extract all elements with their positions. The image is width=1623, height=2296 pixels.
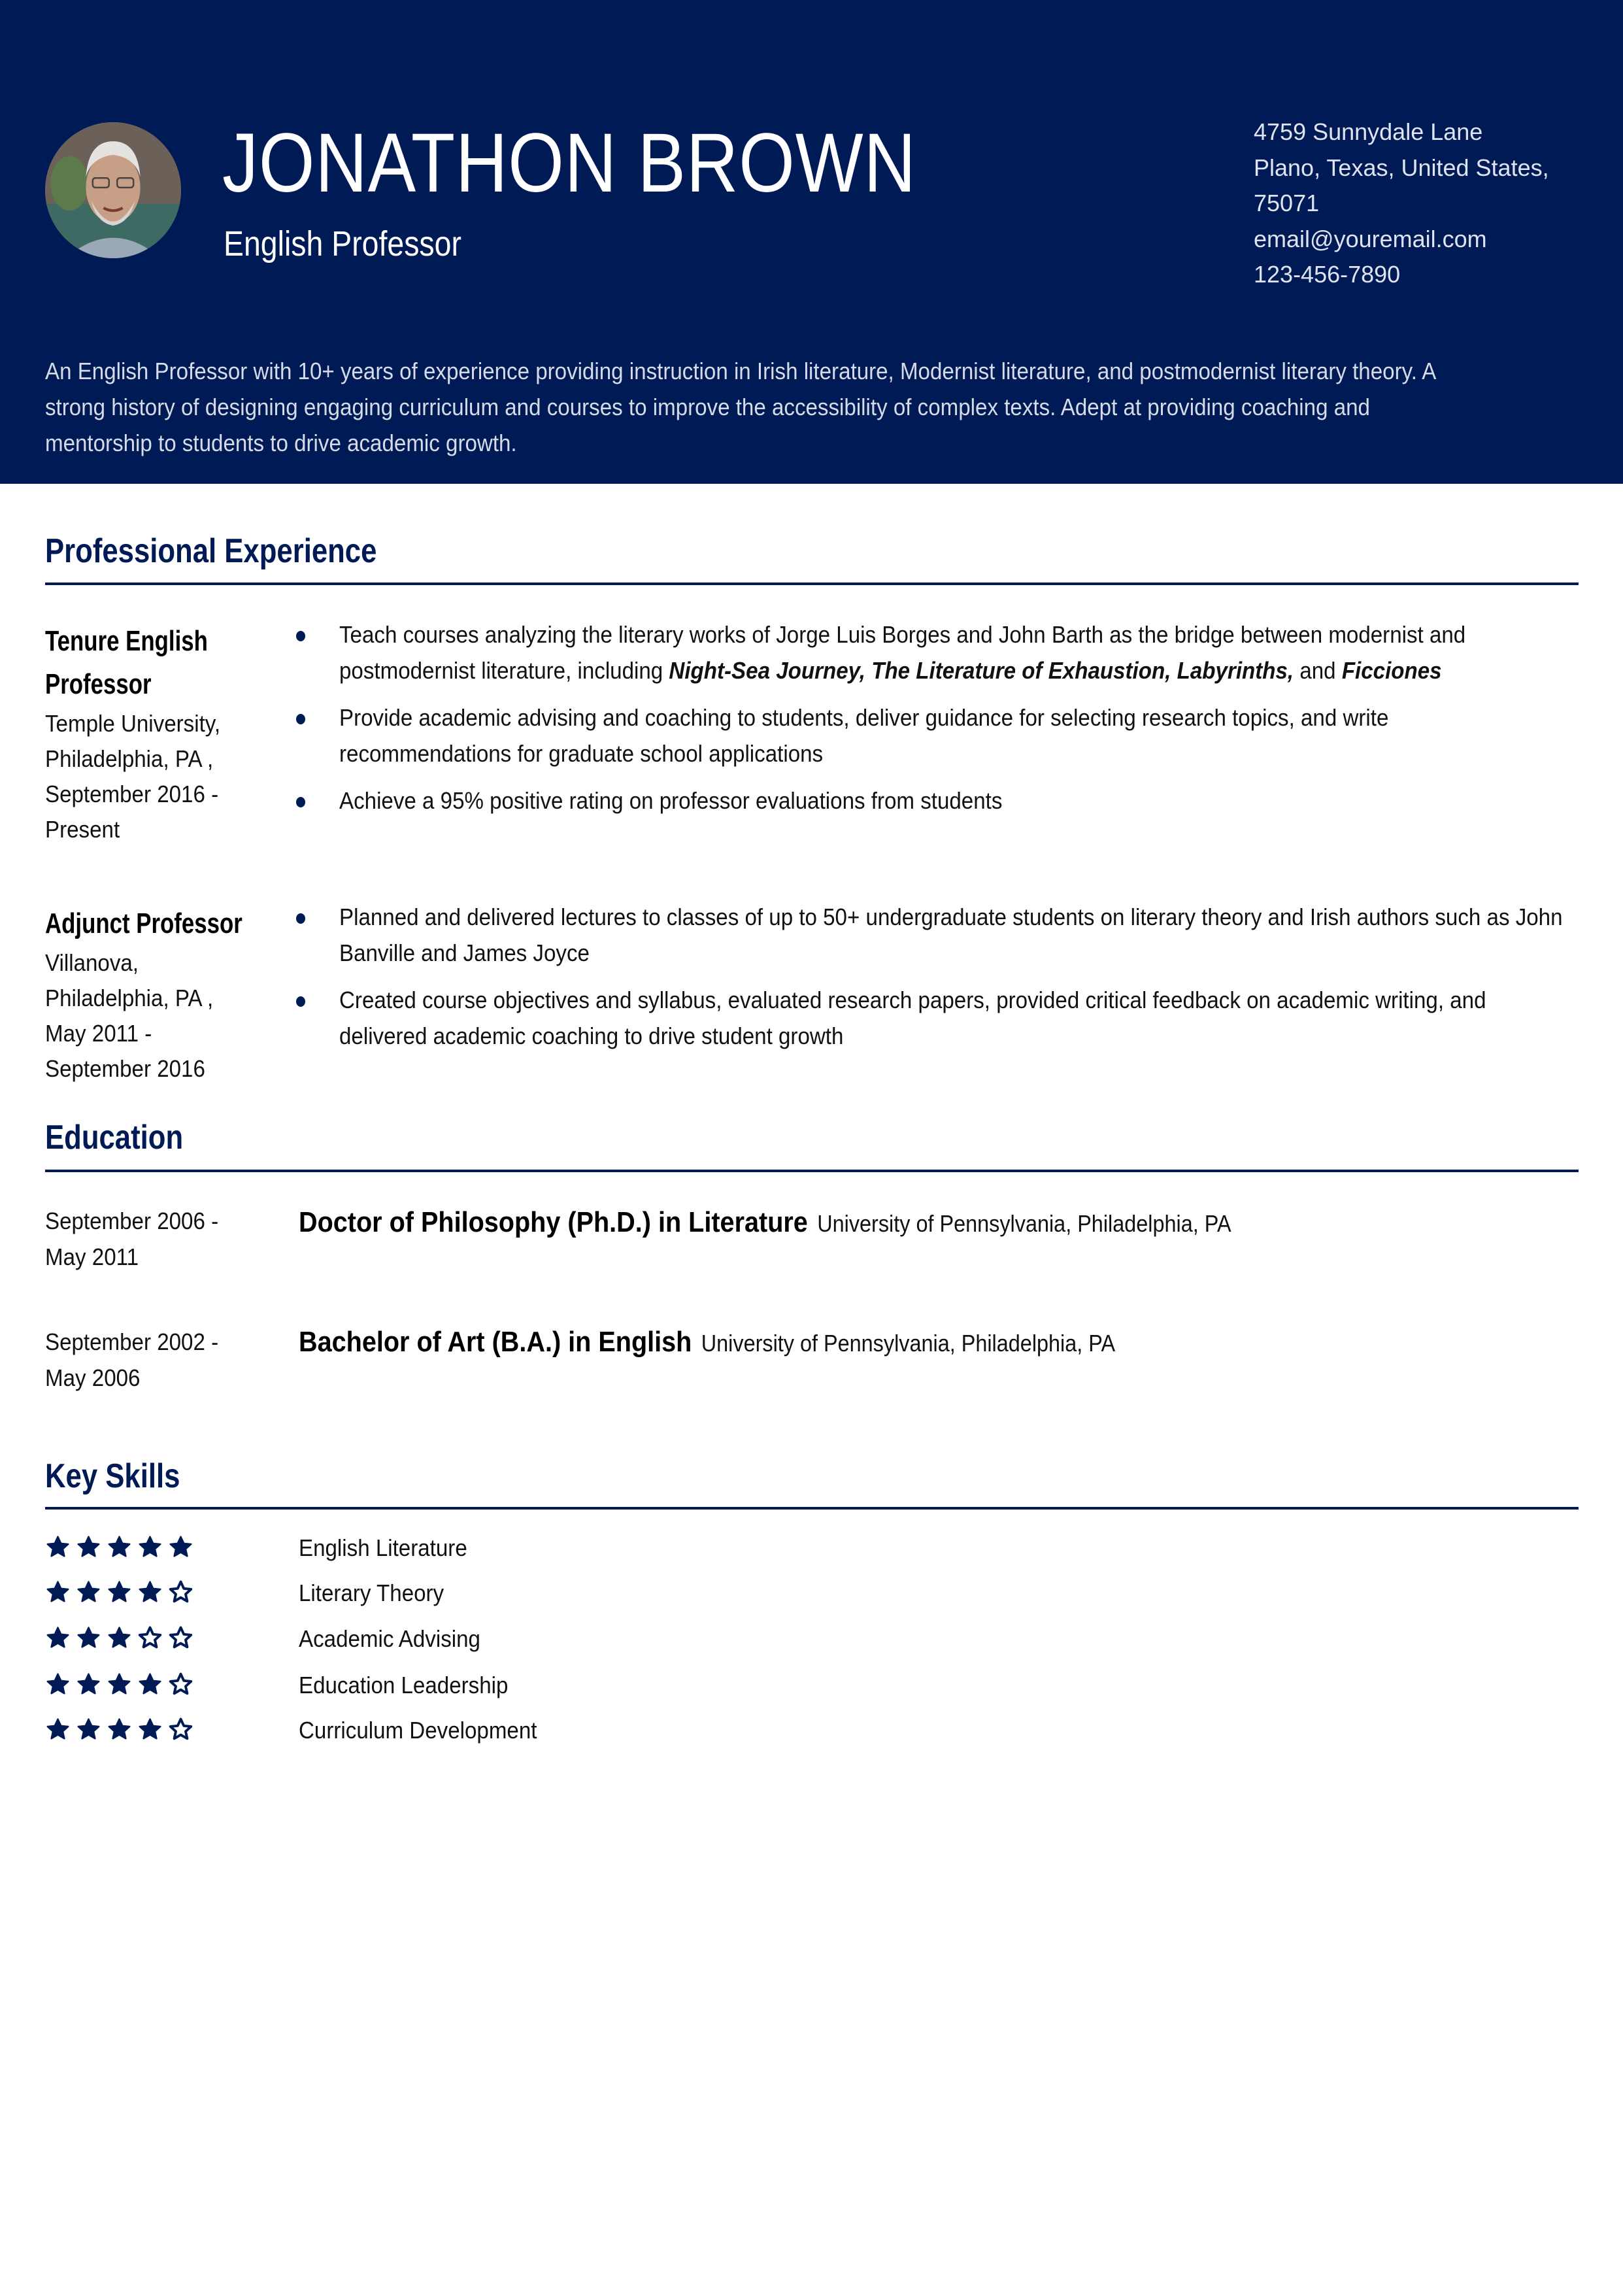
- skill-name: Academic Advising: [299, 1625, 480, 1652]
- school: University of Pennsylvania, Philadelphia, PA: [701, 1330, 1116, 1357]
- job-bullets-2: [294, 899, 1569, 1065]
- candidate-title: English Professor: [224, 224, 461, 263]
- bullet-icon: [296, 714, 305, 724]
- skill-name: Literary Theory: [299, 1579, 444, 1606]
- job-role: Adjunct Professor: [45, 907, 243, 939]
- job-dates: Present: [45, 816, 120, 843]
- star-outline-icon: [168, 1672, 193, 1697]
- star-filled-icon: [137, 1534, 163, 1560]
- phone[interactable]: 123-456-7890: [1254, 261, 1401, 288]
- skill-row: [45, 1579, 699, 1612]
- bullet-text: Provide academic advising and coaching to students, deliver guidance for selecting research topics, and write recommendations for graduate school applications: [339, 704, 1389, 767]
- job-meta-2: [45, 902, 244, 1087]
- edu-date-start: September 2002 -: [45, 1328, 219, 1355]
- section-divider: [45, 1170, 1579, 1172]
- edu-date-start: September 2006 -: [45, 1207, 219, 1234]
- job-dates: September 2016: [45, 1055, 205, 1082]
- star-filled-icon: [45, 1579, 71, 1605]
- skill-row: [45, 1625, 699, 1658]
- star-filled-icon: [76, 1625, 101, 1651]
- star-filled-icon: [107, 1625, 132, 1651]
- job-dates: May 2011 -: [45, 1020, 152, 1047]
- education-dates-2: [45, 1324, 218, 1396]
- address-line-1: 4759 Sunnydale Lane: [1254, 118, 1483, 145]
- star-filled-icon: [107, 1579, 132, 1605]
- star-outline-icon: [168, 1625, 193, 1651]
- bullet-icon: [296, 996, 305, 1007]
- star-filled-icon: [45, 1717, 71, 1742]
- job-dates: September 2016 -: [45, 781, 219, 807]
- education-dates-1: [45, 1203, 218, 1275]
- list-item: [294, 700, 1569, 771]
- star-filled-icon: [168, 1534, 193, 1560]
- star-filled-icon: [45, 1625, 71, 1651]
- star-filled-icon: [76, 1717, 101, 1742]
- avatar: [45, 122, 181, 258]
- bullet-text: Teach courses analyzing the literary works of Jorge Luis Borges and John Barth as the bridge between modernist and postmodernist literature, including: [339, 621, 1466, 684]
- book-titles: Night-Sea Journey, The Literature of Exhaustion, Labyrinths,: [669, 657, 1294, 684]
- edu-date-end: May 2011: [45, 1243, 139, 1270]
- star-filled-icon: [107, 1717, 132, 1742]
- skill-rating: [45, 1672, 193, 1697]
- professional-summary: An English Professor with 10+ years of experience providing instruction in Irish literature, Modernist literature, and postmodernist literary theory. A strong history of designing engaging curriculum and courses to improve the accessibility of complex texts. Adept at providing coaching and mentorship to students to drive academic growth.: [45, 358, 1435, 456]
- skill-row: [45, 1717, 699, 1749]
- list-item: [294, 616, 1569, 688]
- degree: Bachelor of Art (B.A.) in English: [299, 1326, 692, 1358]
- bullet-icon: [296, 913, 305, 924]
- skill-row: [45, 1672, 699, 1704]
- skill-name: Curriculum Development: [299, 1717, 537, 1744]
- skill-rating: [45, 1625, 193, 1651]
- job-role: Professor: [45, 668, 152, 700]
- school: University of Pennsylvania, Philadelphia, PA: [817, 1210, 1231, 1237]
- degree: Doctor of Philosophy (Ph.D.) in Literature: [299, 1206, 808, 1238]
- star-filled-icon: [137, 1672, 163, 1697]
- job-org: Temple University,: [45, 710, 221, 737]
- skill-rating: [45, 1534, 193, 1560]
- edu-date-end: May 2006: [45, 1364, 141, 1391]
- star-outline-icon: [168, 1717, 193, 1742]
- section-title-experience: Professional Experience: [45, 532, 377, 570]
- star-filled-icon: [45, 1672, 71, 1697]
- skill-row: [45, 1534, 699, 1567]
- email[interactable]: email@youremail.com: [1254, 225, 1487, 252]
- skill-name: Education Leadership: [299, 1672, 509, 1698]
- profile-photo-icon: [45, 122, 181, 258]
- job-role: Tenure English: [45, 625, 208, 657]
- candidate-name: JONATHON BROWN: [222, 116, 916, 210]
- section-title-education: Education: [45, 1119, 184, 1156]
- education-entry-1: [299, 1206, 1231, 1239]
- job-location: Philadelphia, PA ,: [45, 985, 214, 1011]
- job-bullets-1: [294, 616, 1569, 830]
- bullet-text: and: [1294, 657, 1342, 684]
- bullet-icon: [296, 631, 305, 641]
- list-item: [294, 899, 1569, 971]
- star-outline-icon: [137, 1625, 163, 1651]
- star-filled-icon: [45, 1534, 71, 1560]
- resume-header: [0, 0, 1623, 484]
- star-outline-icon: [168, 1579, 193, 1605]
- bullet-text: Planned and delivered lectures to classes of up to 50+ undergraduate students on literary theory and Irish authors such as John Banville and James Joyce: [339, 903, 1563, 966]
- bullet-text: Achieve a 95% positive rating on professor evaluations from students: [339, 787, 1003, 814]
- skill-rating: [45, 1579, 193, 1605]
- address-line-3: 75071: [1254, 190, 1320, 216]
- job-org: Villanova,: [45, 949, 139, 976]
- book-title: Ficciones: [1341, 657, 1442, 684]
- star-filled-icon: [76, 1579, 101, 1605]
- bullet-text: Created course objectives and syllabus, evaluated research papers, provided critical feedback on academic writing, and delivered academic coaching to drive student growth: [339, 987, 1486, 1049]
- contact-info: [1254, 114, 1607, 293]
- star-filled-icon: [137, 1717, 163, 1742]
- star-filled-icon: [76, 1534, 101, 1560]
- list-item: [294, 982, 1569, 1054]
- job-location: Philadelphia, PA ,: [45, 745, 214, 772]
- star-filled-icon: [107, 1534, 132, 1560]
- skill-rating: [45, 1717, 193, 1742]
- star-filled-icon: [76, 1672, 101, 1697]
- education-entry-2: [299, 1326, 1115, 1359]
- section-title-skills: Key Skills: [45, 1457, 180, 1495]
- skill-name: English Literature: [299, 1534, 467, 1561]
- job-meta-1: [45, 620, 244, 847]
- address-line-2: Plano, Texas, United States,: [1254, 154, 1549, 181]
- section-divider: [45, 1507, 1579, 1510]
- star-filled-icon: [137, 1579, 163, 1605]
- list-item: [294, 783, 1569, 819]
- bullet-icon: [296, 797, 305, 807]
- star-filled-icon: [107, 1672, 132, 1697]
- section-divider: [45, 582, 1579, 585]
